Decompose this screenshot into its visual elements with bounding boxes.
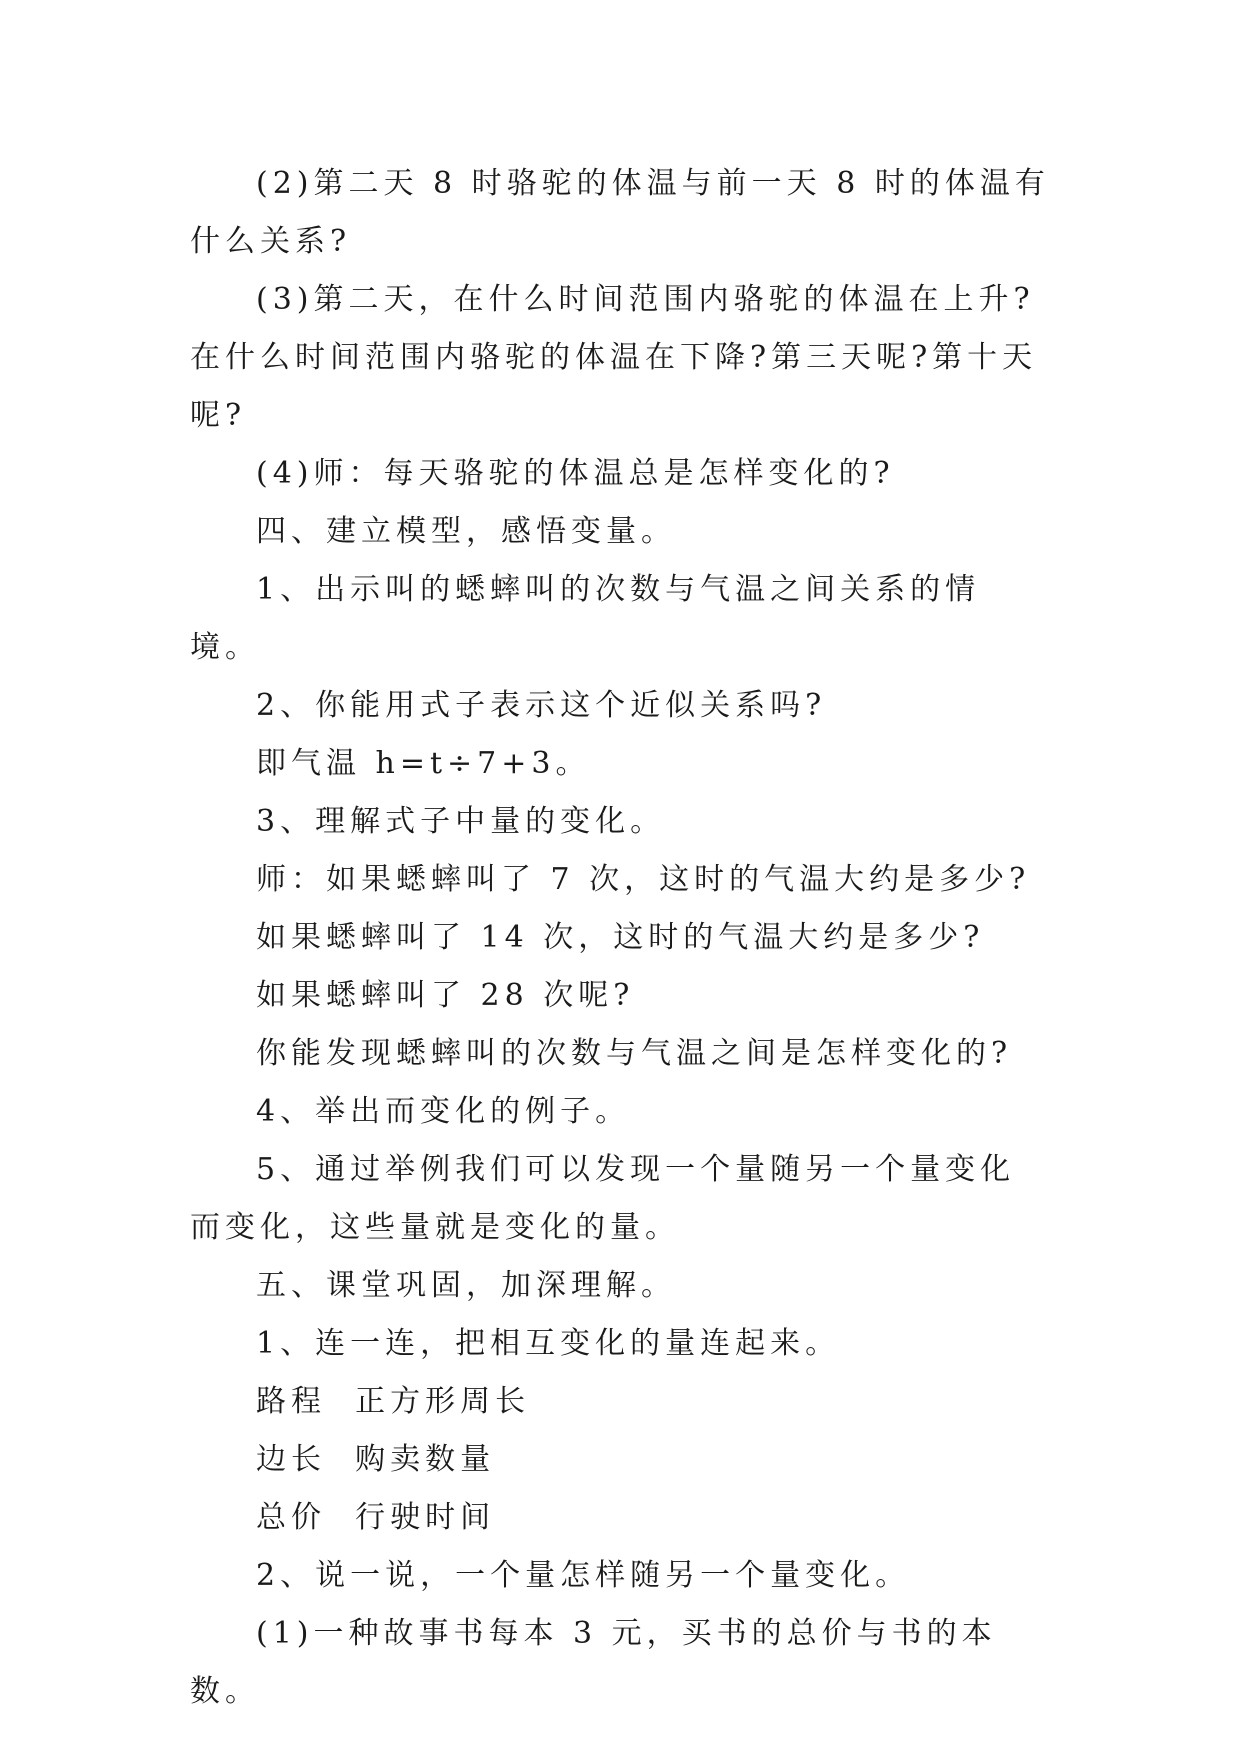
paragraph-step-4: 4、举出而变化的例子。: [256, 1094, 631, 1129]
exercise-2-item-1: (1)一种故事书每本 3 元，买书的总价与书的本数。: [190, 1616, 997, 1709]
question-7-times: 师：如果蟋蟀叫了 7 次，这时的气温大约是多少?: [256, 862, 1031, 897]
paragraph-q4: (4)师：每天骆驼的体温总是怎样变化的?: [256, 456, 895, 491]
paragraph-step-3: 3、理解式子中量的变化。: [256, 804, 666, 839]
section-heading-5: 五、课堂巩固，加深理解。: [256, 1268, 676, 1303]
question-relationship: 你能发现蟋蟀叫的次数与气温之间是怎样变化的?: [256, 1036, 1013, 1071]
question-14-times: 如果蟋蟀叫了 14 次，这时的气温大约是多少?: [256, 920, 985, 955]
match-row-1: 路程 正方形周长: [256, 1384, 531, 1419]
paragraph-q3: (3)第二天，在什么时间范围内骆驼的体温在上升?在什么时间范围内骆驼的体温在下降?第三天呢?第十天呢?: [190, 282, 1038, 433]
document-body: [190, 155, 1050, 1721]
section-heading-4: 四、建立模型，感悟变量。: [256, 514, 676, 549]
formula-line: 即气温 h=t÷7+3。: [256, 746, 591, 781]
question-28-times: 如果蟋蟀叫了 28 次呢?: [256, 978, 635, 1013]
paragraph-step-2: 2、你能用式子表示这个近似关系吗?: [256, 688, 827, 723]
paragraph-q2: (2)第二天 8 时骆驼的体温与前一天 8 时的体温有什么关系?: [190, 166, 1050, 259]
match-row-3: 总价 行驶时间: [256, 1500, 496, 1535]
paragraph-step-1: 1、出示叫的蟋蟀叫的次数与气温之间关系的情境。: [190, 572, 981, 665]
exercise-2: 2、说一说，一个量怎样随另一个量变化。: [256, 1558, 911, 1593]
match-row-2: 边长 购卖数量: [256, 1442, 496, 1477]
paragraph-step-5: 5、通过举例我们可以发现一个量随另一个量变化而变化，这些量就是变化的量。: [190, 1152, 1016, 1245]
exercise-1: 1、连一连，把相互变化的量连起来。: [256, 1326, 841, 1361]
